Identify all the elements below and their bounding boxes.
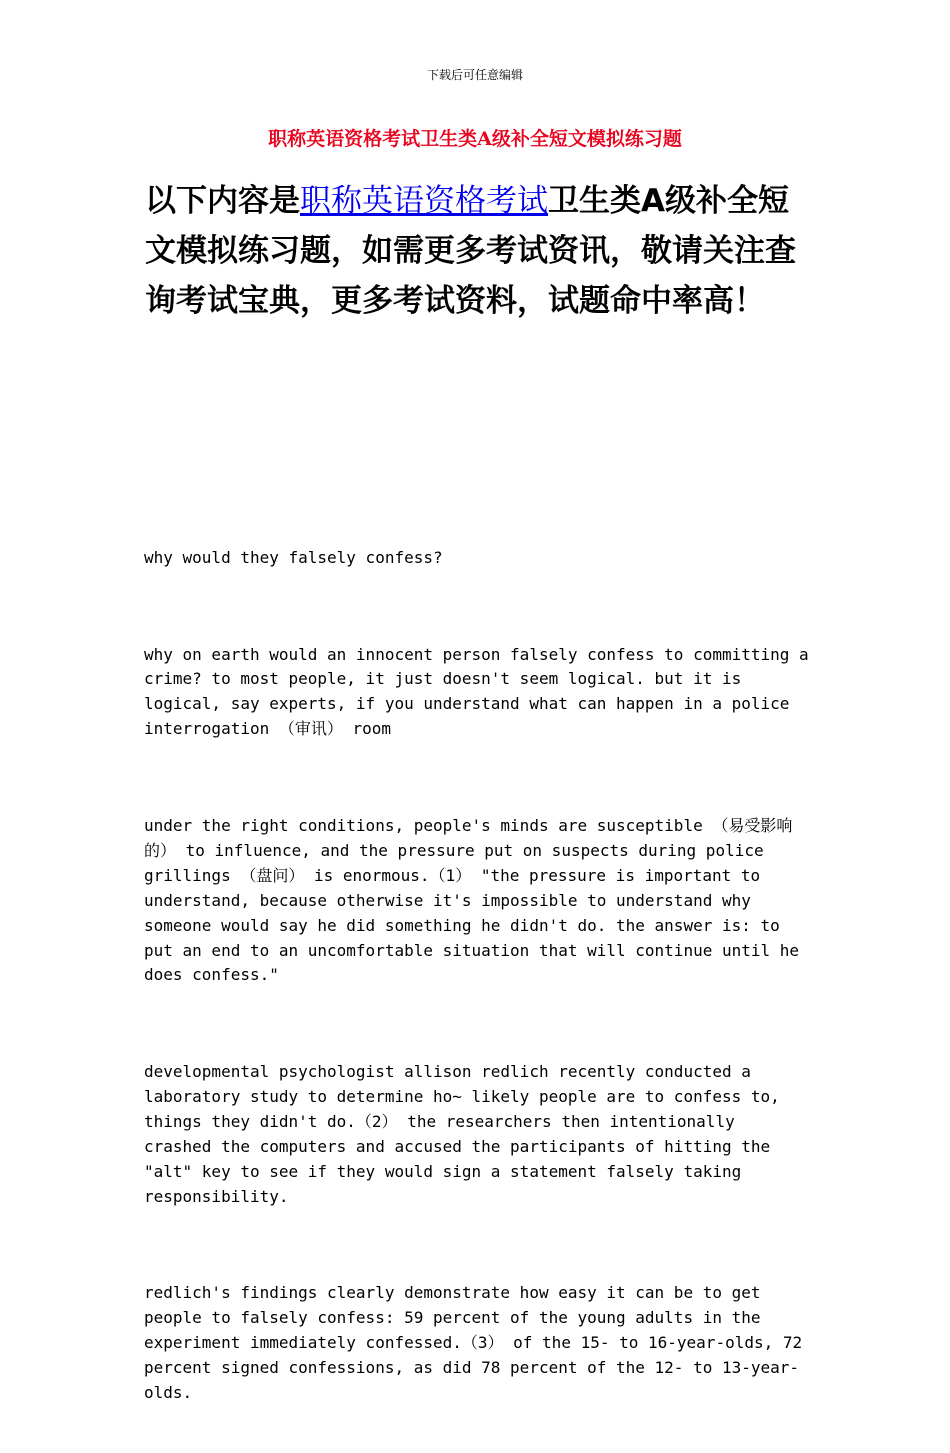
article-paragraph-3: developmental psychologist allison redlich recently conducted a laboratory study to determine ho~ likely people are to confess to, things they didn't do.（2） the researchers then intentionally crashed the computers and accused the participants of hitting the "alt" key to see if they would sign a statement falsely taking responsibility. [144,1062,780,1206]
intro-paragraph [145,176,815,326]
article-body [144,496,824,1453]
article-paragraph-2: under the right conditions, people's minds are susceptible （易受影响 的） to influence, and the pressure put on suspects during police grillings （盘问） is enormous.（1） "the pressure is important to understand, because otherwise it's impossible to understand why someone would say he did something he didn't do. the answer is: to put an end to an uncomfortable situation that will continue until he does confess." [144,815,800,985]
article-paragraph-1: why on earth would an innocent person falsely confess to committing a crime? to most people, it just doesn't seem logical. but it is logical, say experts, if you understand what can happen in a police interrogation （审讯） room [144,644,809,739]
intro-prefix: 以下内容是 [145,183,300,219]
intro-suffix: 卫生类A级补全短文模拟练习题，如需更多考试资讯，敬请关注查询考试宝典，更多考试资料，试题命中率高！ [145,183,796,319]
header-note: 下载后可任意编辑 [426,68,523,82]
article-question: why would they falsely confess? [144,547,443,567]
exam-link[interactable]: 职称英语资格考试 [300,183,548,219]
document-title: 职称英语资格考试卫生类A级补全短文模拟练习题 [268,128,682,150]
article-paragraph-4: redlich's findings clearly demonstrate how easy it can be to get people to falsely confess: 59 percent of the young adults in the experiment immediately confessed.（3） of the 15- to 16-year-olds, 72 percent signed confessions, as did 78 percent of the 12- to 13-year- olds. [144,1283,803,1402]
